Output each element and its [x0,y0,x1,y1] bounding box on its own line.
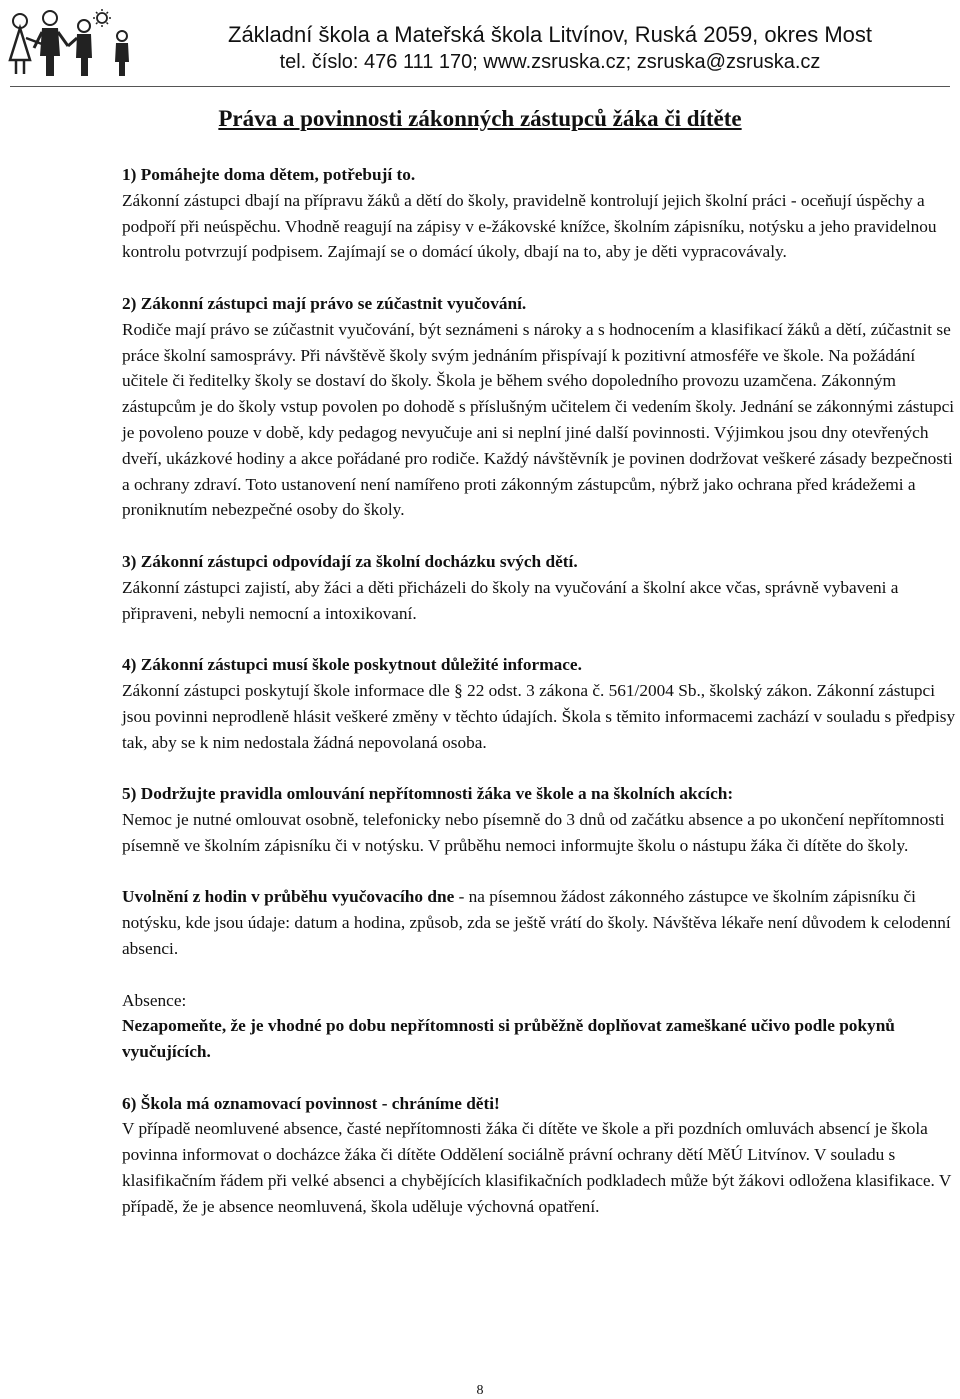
section-heading: 2) Zákonní zástupci mají právo se zúčastnit vyučování. [122,293,527,313]
section-text: Zákonní zástupci poskytují škole informace dle § 22 odst. 3 zákona č. 561/2004 Sb., školský zákon. Zákonní zástupci jsou povinni neprodleně hlásit veškeré změny v těchto údajích. Škola s těmito informacemi zachází v souladu s předpisy tak, aby se k nim nedostala žádná nepovolaná osoba. [122,680,956,752]
section-text: Zákonní zástupci dbají na přípravu žáků a dětí do školy, pravidelně kontrolují jejich školní práci - oceňují úspěchy a podpoří při neúspěchu. Vhodně reagují na zápisy v e-žákovské knížce, školním zápisníku, notýsku a jeho pravidelnou kontrolu potvrzují podpisem. Zajímají se o domácí úkoly, dbají na to, aby je děti vypracovávaly. [122,190,937,262]
section-heading: 5) Dodržujte pravidla omlouvání nepřítomnosti žáka ve škole a na školních akcích: [122,784,734,804]
school-logo-icon [4,8,144,80]
page-number: 8 [476,1383,484,1398]
section-text: Zákonní zástupci zajistí, aby žáci a děti přicházeli do školy na vyučování a školní akce včas, správně vybaveni a připraveni, nebyli nemocní a intoxikovaní. [122,577,899,623]
section-text: Rodiče mají právo se zúčastnit vyučování, být seznámeni s nároky a s hodnocením a klasifikací žáků a dětí, zúčastnit se práce školní samosprávy. Při návštěvě školy svým jednáním přispívají k pozitivní atmosféře ve škole. Na požádání učitele či ředitelky školy se dostaví do školy. Škola je během svého dopoledního provozu uzamčena. Zákonným zástupcům je do školy vstup povolen po dohodě s příslušným učitelem či vedením školy. Jednání se zákonnými zástupci je povoleno pouze v době, kdy pedagog nevyučuje ani si neplní jiné další povinnosti. Výjimkou jsou dny otevřených dveří, ukázkové hodiny a akce pořádané pro rodiče. Každý návštěvník je povinen dodržovat veškeré zásady bezpečnosti a ochrany zdraví. Toto ustanovení není namířeno proti zákonným zástupcům, nýbrž jako ochrana před krádežemi a proniknutím nebezpečné osoby do školy. [122,319,955,520]
section-heading: 6) Škola má oznamovací povinnost - chráníme děti! [122,1093,500,1113]
absence-label: Absence: [122,990,187,1010]
absence-text: Nezapomeňte, že je vhodné po dobu nepřítomnosti si průběžně doplňovat zameškané učivo podle pokynů vyučujících. [122,1016,895,1062]
section-text: V případě neomluvené absence, časté nepřítomnosti žáka či dítěte ve škole a při pozdních omluvách absencí je škola povinna informovat o docházce žáka či dítěte Oddělení sociálně právní ochrany dětí MěÚ Litvínov. V souladu s klasifikačním řádem při velké absenci a chybějících klasifikačních podkladech může být žákovi odložena klasifikace. V případě, že je absence neomluvená, škola uděluje výchovná opatření. [122,1119,952,1216]
school-name: Základní škola a Mateřská škola Litvínov, Ruská 2059, okres Most [228,22,872,47]
letterhead [0,0,960,92]
school-contact: tel. číslo: 476 111 170; www.zsruska.cz; zsruska@zsruska.cz [279,51,821,73]
section-heading: 3) Zákonní zástupci odpovídají za školní docházku svých dětí. [122,551,578,571]
document-body [122,162,956,1220]
release-text: - na písemnou žádost zákonného zástupce ve školním zápisníku či notýsku, kde jsou údaje: datum a hodina, způsob, zda se ještě vrátí do školy. Návštěva lékaře není důvodem k celodenní absenci. [122,887,951,958]
section-text: Nemoc je nutné omlouvat osobně, telefonicky nebo písemně do 3 dnů od začátku absence a po ukončení nepřítomnosti písemně ve školním zápisníku či v notýsku. V průběhu nemoci informujte školu o nástupu žáka či dítěte do školy. [122,809,945,855]
release-heading: Uvolnění z hodin v průběhu vyučovacího dne [122,887,455,907]
document-title: Práva a povinnosti zákonných zástupců žáka či dítěte [218,106,742,131]
section-heading: 1) Pomáhejte doma dětem, potřebují to. [122,165,416,184]
release-paragraph [122,884,956,961]
header-divider [10,86,950,87]
section-heading: 4) Zákonní zástupci musí škole poskytnout důležité informace. [122,655,582,675]
